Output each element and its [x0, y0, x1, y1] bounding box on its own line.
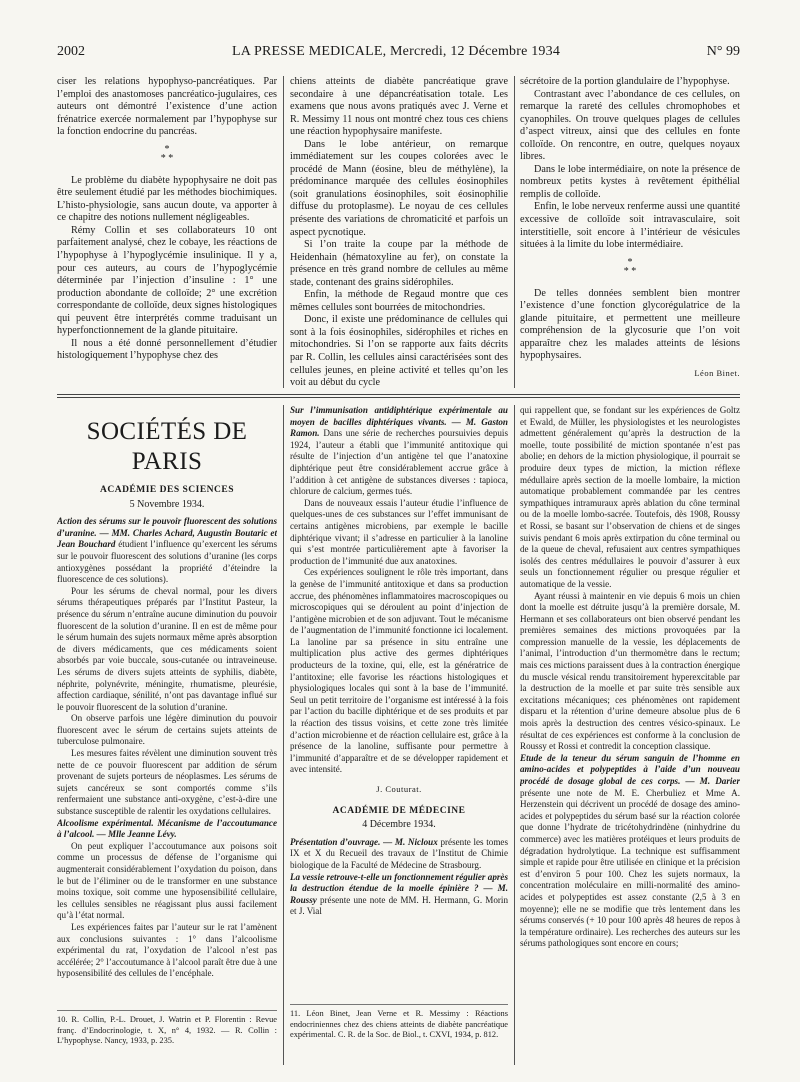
paragraph: Les expériences faites par l’auteur sur le rat l’amènent aux conclusions suivantes : 1° dans l’alcoolisme expérimental du rat, l’oxydation de l’alcool n’est pas accélérée; 2° l’accoutumance à l’alcool paraît être due à une hyposensibilité des cellules de l’encéphale.: [57, 921, 277, 979]
author-signature: J. Couturat.: [376, 784, 422, 794]
column-divider: [283, 76, 284, 388]
paragraph: Ces expériences soulignent le rôle très important, dans la genèse de l’immunité antitoxique et dans sa production accrue, des phénomènes inflammatoires macroscopiques ou microscopiques qui se déroulent au point d’injection de l’antigène microbien et de son adjuvant. Tout le mécanisme de l’augmentation de l’immunité fonctionne ici localement. La lanoline par sa présence in situ entraîne une multiplication plus active des germes diphtériques producteurs de la toxine, qui, elle, est la génératrice de l’antitoxine; elle favorise les réactions histologiques et physiologiques locales qui sont à la base de l’immunité. Seul un petit territoire de l’organisme est intéressé à la fois par l’action du bacille diphtérique et de ses produits et par la réaction des tissus voisins, et cette zone très limitée d’action microbienne et de réaction cellulaire est, grâce à la présence de la lanoline, suffisante pour permettre à l’immunité d’apparaître et de se développer rapidement et avec intensité.: [290, 567, 508, 775]
top-column-3: [520, 76, 740, 388]
paragraph: Enfin, la méthode de Regaud montre que ces mêmes cellules sont bourrées de mitochondries.: [290, 289, 508, 313]
column-divider: [514, 405, 515, 1065]
footnote-11: [290, 1009, 508, 1041]
paragraph: Le problème du diabète hypophysaire ne doit pas être seulement étudié par les méthodes biochimiques. L’histo-physiologie, sans aucun doute, va apporter à ce chapitre des notions nullement négligeables.: [57, 174, 277, 224]
paragraph: présente les tomes IX et X du Recueil des travaux de l’Institut de Chimie biologique de la Faculté de Médecine de Strasbourg.: [290, 836, 508, 870]
column-divider: [514, 76, 515, 388]
paragraph: présente une note de M. E. Cherbuliez et Mme A. Herzenstein qui décrivent un procédé de dosage des amino-acides et polypeptides du sérum basé sur la réaction colorée que donne l’hydrate de tricétohydrindène (ninhydrine du commerce) avec les matières protéiques et leurs produits de dégradation hydrolytique. La technique est suffisamment simple et rapide pour être utilisée en clinique et la précision est d’environ 5 pour 100. Chez les sujets normaux, la concentration moléculaire en milli-normalité des amino-acides et polypeptides est assez constante (2,5 à 3 en moyenne); elle ne se modifie que très lentement dans les sérums conservés (+ 10 pour 100 après 48 heures de repos à la température ordinaire). Les recherches des auteurs sur les sérums pathologiques sont encore en cours;: [520, 787, 740, 949]
paragraph: Dans une série de recherches poursuivies depuis 1924, l’auteur a établi que l’immunité antitoxique qui résulte de l’injection d’un antigène tel que l’anatoxine diphtérique peut être considérablement accrue grâce à l’addition à cet antigène de substances diverses : tapioca, chlorure de calcium, germes tués.: [290, 428, 508, 497]
paragraph: Ayant réussi à maintenir en vie depuis 6 mois un chien dont la moelle est détruite jusqu’à la première dorsale, M. Hermann et ses collaborateurs ont bien observé pendant les premières semaines des mictions provoquées par la compression manuelle de la vessie, les déplacements de l’animal, l’introduction d’un thermomètre dans le rectum; mais ces mictions paraissent dues à la contraction énergique du muscle vésical rendu transitoirement hyperexcitable par la destruction de la moelle et par suite très sensible aux excitations mécaniques; ces phénomènes ont rapidement disparu et la rétention d’urine demeure absolue plus de 6 mois après la destruction des centres vésico-spinaux. Le résultat de ces expériences est conforme à la conclusion de Roussy et Rossi et contredit la conception classique.: [520, 590, 740, 752]
horizontal-rule: [57, 394, 740, 395]
societes-column-2: [290, 405, 508, 1000]
paragraph: Contrastant avec l’abondance de ces cellules, on remarque la rareté des cellules chromophobes et cyanophiles. On trouve quelques plages de cellules d’aspect vitreux, ainsi que des cellules en fonte colloïde. On rencontre, en outre, quelques noyaux libres.: [520, 88, 740, 163]
academy-heading: ACADÉMIE DES SCIENCES: [99, 485, 235, 495]
communication-title: Etude de la teneur du sérum sanguin de l’homme en amino-acides et polypeptides à l’aide d’un nouveau procédé de dosage global de ces corps. — M. Darier: [520, 752, 740, 786]
section-stars: * * *: [623, 256, 637, 277]
paragraph: Pour les sérums de cheval normal, pour les divers sérums thérapeutiques préparés par l’Institut Pasteur, la présence du sérum n’entraîne aucune diminution du pouvoir fluorescent de la solution d’uranine. Il en est de même pour le sérum humain des sujets normaux même après absorption de divers médicaments, que ces médicaments soient absorbés par voie buccale, sous-cutanée ou intraveineuse. Les sérums de divers sujets atteints de syphilis, diabète, néphrite, polynévrite, méningite, rhumatisme, pleurésie, affection cardiaque, sénilité, n’ont pas davantage influé sur le pouvoir fluorescent de la solution d’uranine.: [57, 585, 277, 712]
communication-title: Sur l’immunisation antidiphtérique expérimentale au moyen de bacilles diphtériques vivants. — M. Gaston Ramon.: [290, 405, 508, 439]
session-date: 5 Novembre 1934.: [129, 498, 205, 510]
author-signature: Léon Binet.: [694, 367, 740, 378]
column-divider: [283, 405, 284, 1065]
paragraph: sécrétoire de la portion glandulaire de l’hypophyse.: [520, 76, 730, 87]
page-header: [57, 44, 740, 68]
paragraph: qui rappellent que, se fondant sur les expériences de Goltz et Ewald, de Müller, les physiologistes et les neurologistes admettent généralement qu’après la destruction de la moelle, toute possibilité de miction spontanée n’est pas abolie; en dehors de la miction physiologique, il pourrait se produire deux types de miction, la miction réflexe médullaire après section de la moelle lombaire, la miction automatique probablement commandée par les centres sympathiques intramuraux après ablation du cône terminal ou de la moelle lombo-sacrée. Toutefois, dès 1908, Roussy et Rossi, se basant sur l’observation de chiens et de singes suivis pendant 6 mois après extirpation du cône terminal ou de la queue de cheval, refusaient aux centres sympathiques isolés des centres médullaires le pouvoir d’assurer à eux seuls un fonctionnement régulier ou presque régulier et automatique de la vessie.: [520, 405, 740, 589]
societes-column-3: [520, 405, 740, 1045]
paragraph: On observe parfois une légère diminution du pouvoir fluorescent avec le sérum de certains sujets atteints de tuberculose pulmonaire.: [57, 713, 277, 747]
societes-column-1: [57, 405, 277, 1005]
footnote-10: [57, 1015, 277, 1047]
communication-title: Présentation d’ouvrage. — M. Nicloux: [290, 836, 438, 847]
paragraph: étudient l’influence qu’exercent les sérums sur le pouvoir fluorescent des solutions d’uranine (les corps antioxygènes possédant la propriété d’éteindre la fluorescence de ces solutions).: [57, 539, 277, 585]
paragraph: Dans de nouveaux essais l’auteur étudie l’influence de quelques-unes de ces substances sur l’effet immunisant de certains antigènes microbiens, par exemple le bacille diphtérique vivant; il s’adresse en particulier à la lanoline qui s’est montrée particulièrement apte à favoriser la production de l’immunité due aux anatoxines.: [290, 497, 508, 566]
paragraph: Donc, il existe une prédominance de cellules qui sont à la fois éosinophiles, sidérophiles et riches en mitochondries. Si l’on se rapporte aux faits décrits par R. Collin, les cellules ainsi caractérisées sont des cellules jeunes, en pleine activité et telles qu’on les voit au début du cycle: [290, 314, 508, 388]
footnote-text: 10. R. Collin, P.-L. Drouet, J. Watrin et P. Florentin : Revue franç. d’Endocrinologie, t. X, n° 4, 1932. — R. Collin : L’hypophyse. Nancy, 1933, p. 235.: [57, 1015, 277, 1046]
footnote-rule: [57, 1010, 277, 1011]
communication-title: Action des sérums sur le pouvoir fluorescent des solutions d’uranine. — MM. Charles Achard, Augustin Boutaric et Jean Bouchard: [57, 516, 277, 550]
paragraph: Enfin, le lobe nerveux renferme aussi une quantité excessive de colloïde soit intravasculaire, soit interstitielle, soit encore à l’intérieur de vésicules situées à la limite du lobe intermédiaire.: [520, 201, 740, 251]
footnote-text: 11. Léon Binet, Jean Verne et R. Messimy : Réactions endocriniennes chez des chiens atteints de diabète pancréatique expérimental. C. R. de la Soc. de Biol., t. CXVI, 1934, p. 812.: [290, 1009, 508, 1040]
paragraph: Dans le lobe intermédiaire, on note la présence de nombreux petits kystes à revêtement épithélial remplis de colloïde.: [520, 163, 740, 200]
paragraph: Les mesures faites révèlent une diminution souvent très nette de ce pouvoir fluorescent par addition de sérum provenant de sujets porteurs de néoplasmes. Les sérums de sujets cancéreux se sont comportés comme s’ils renfermaient une substance anti-oxygène, c’est-à-dire une substance susceptible de ralentir les oxydations cellulaires.: [57, 748, 277, 817]
communication-title: Alcoolisme expérimental. Mécanisme de l’accoutumance à l’alcool. — Mlle Jeanne Lévy.: [57, 817, 277, 840]
page-number: 2002: [57, 44, 85, 59]
paragraph: ciser les relations hypophyso-pancréatiques. Par l’emploi des anastomoses pancréatico-jugulaires, ces auteurs ont démontré l’existence d’une action frénatrice exercée normalement par l’hypophyse sur la fonction endocrine du pancréas.: [57, 76, 277, 138]
paragraph: Dans le lobe antérieur, on remarque immédiatement sur les coupes colorées avec le procédé de Mann (éosine, bleu de méthylène), la prédominance marquée des cellules éosinophiles (soit granulations éosinophiles, soit éosinophilie diffuse du protoplasme). Le noyau de ces cellules présente des variations de chromaticité et parfois un aspect pycnotique.: [290, 138, 508, 238]
academy-heading: ACADÉMIE DE MÉDECINE: [332, 805, 466, 816]
paragraph: chiens atteints de diabète pancréatique grave secondaire à une dépancréatisation totale. Les examens que nous avons pratiqués avec J. Verne et R. Messimy 11 nous ont montré chez tous ces chiens une réaction hypophysaire manifeste.: [290, 76, 508, 138]
top-column-2: [290, 76, 508, 388]
paragraph: présente une note de MM. H. Hermann, G. Morin et J. Vial: [290, 894, 508, 917]
issue-number: N° 99: [706, 44, 740, 59]
top-column-1: [57, 76, 277, 388]
journal-title: LA PRESSE MEDICALE, Mercredi, 12 Décembre 1934: [232, 44, 561, 59]
section-title: SOCIÉTÉS DE PARIS: [86, 418, 248, 475]
session-date: 4 Décembre 1934.: [362, 819, 436, 831]
section-stars: * * *: [160, 143, 174, 164]
paragraph: Il nous a été donné personnellement d’étudier histologiquement l’hypophyse chez des: [57, 337, 277, 362]
paragraph: Rémy Collin et ses collaborateurs 10 ont parfaitement analysé, chez le cobaye, les réactions de l’hypophyse à l’hypoglycémie insulinique. Il y a, pour ces auteurs, au cours de l’hypoglycémie déterminée par l’injection d’insuline : 1° une production abondante de colloïde; 2° une excrétion correspondante de colloïde, deux signes histologiques qui peuvent être interprétés comme traduisant un hyperfonctionnement de la glande pituitaire.: [57, 224, 277, 337]
footnote-rule: [290, 1004, 508, 1005]
communication-title: La vessie retrouve-t-elle un fonctionnement régulier après la destruction étendue de la moelle épinière ? — M. Roussy: [290, 871, 508, 905]
paragraph: On peut expliquer l’accoutumance aux poisons soit comme un processus de défense de l’organisme qui augmenterait considérablement l’oxydation du poison, dans le but de l’éliminer ou de le transformer en une substance moins toxique, soit comme une hyposensibilité cellulaire, les cellules sensibles ne réagissant plus aussi facilement qu’à l’état normal.: [57, 840, 277, 921]
horizontal-rule: [57, 397, 740, 398]
paragraph: Si l’on traite la coupe par la méthode de Heidenhain (hématoxyline au fer), on constate la présence en très grand nombre de cellules au même stade, contenant des grains sidérophiles.: [290, 239, 508, 288]
paragraph: De telles données semblent bien montrer l’existence d’une fonction glycorégulatrice de la glande pituitaire, et permettent une meilleure compréhension de la glycosurie que l’on voit apparaître chez les malades atteints de lésions hypophysaires.: [520, 287, 740, 362]
